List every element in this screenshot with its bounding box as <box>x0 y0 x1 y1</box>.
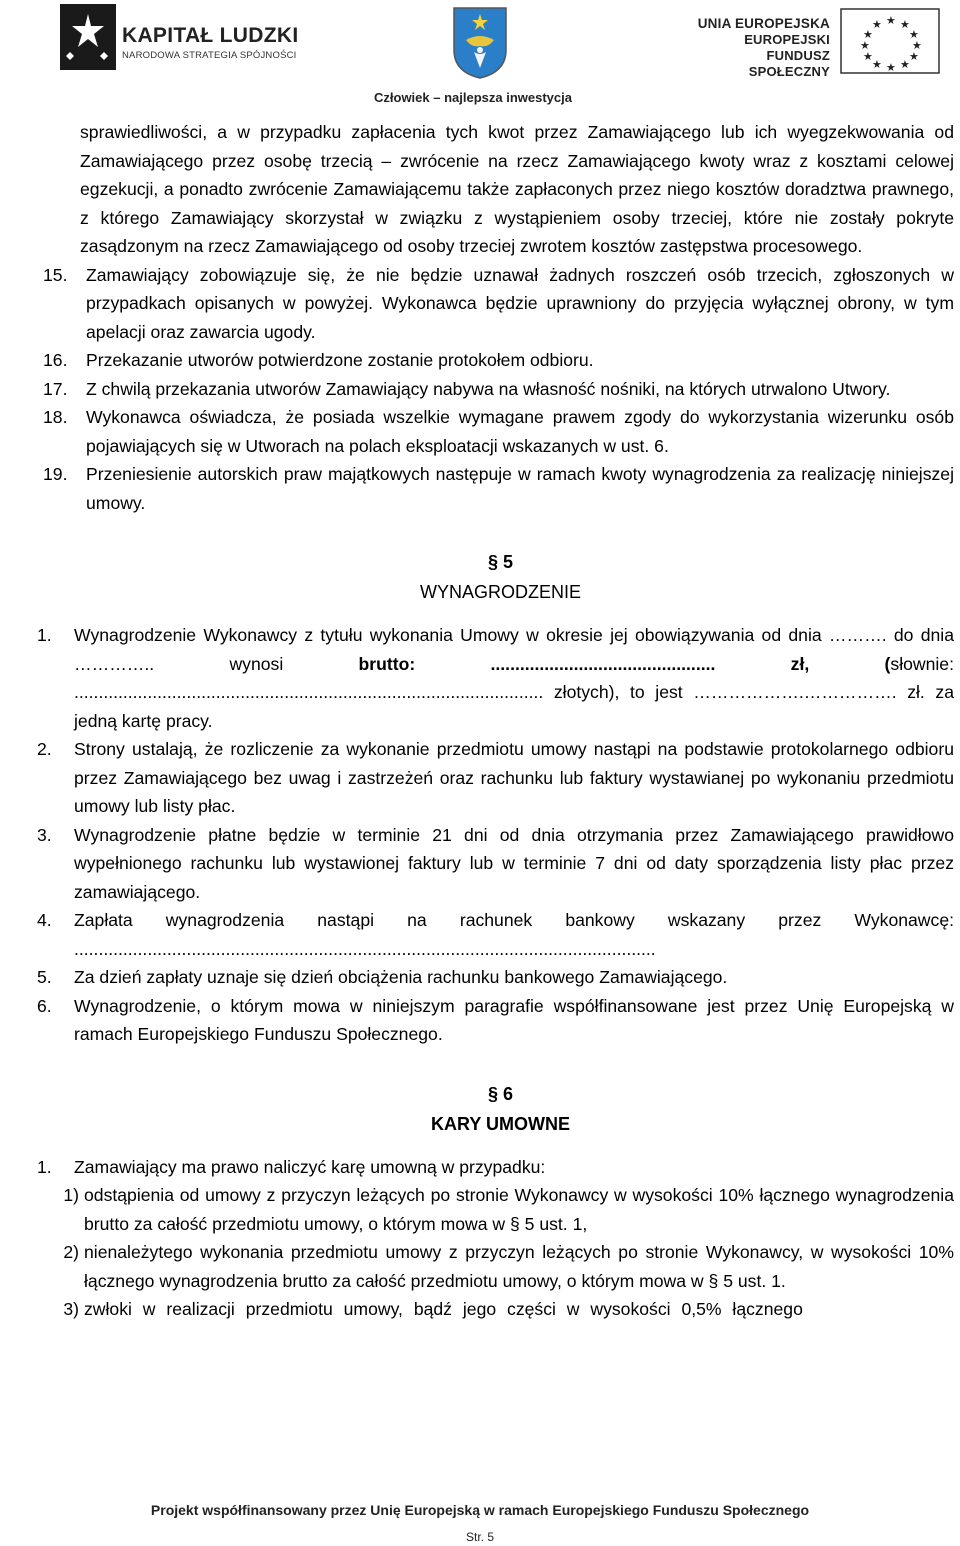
sub-number: 1) <box>63 1185 79 1205</box>
sub-number: 2) <box>63 1242 79 1262</box>
item-text: Wykonawca oświadcza, że posiada wszelkie wymagane prawem zgody do wykorzystania wizerunku osób pojawiających się w Utworach na polach eksploatacji wskazanych w ust. 6. <box>86 407 954 456</box>
item-number: 16. <box>43 350 68 370</box>
section5-item-4 <box>0 906 954 963</box>
kapital-ludzki-text <box>122 24 298 61</box>
section-title: WYNAGRODZENIE <box>419 582 581 602</box>
section5-item-2 <box>0 735 954 821</box>
item-number: 1. <box>37 1156 52 1177</box>
item-text: Wynagrodzenie płatne będzie w terminie 21 dni od dnia otrzymania przez Zamawiającego prawidłowo wypełnionego rachunku lub wystawionej faktury lub w terminie 7 dni od daty sporządzenia listy płac przez zamawiającego. <box>74 824 954 902</box>
item-number: 18. <box>43 407 68 427</box>
section6-item-1 <box>0 1153 954 1182</box>
motto: Człowiek – najlepsza inwestycja <box>374 90 572 105</box>
item-number: 17. <box>43 378 68 399</box>
document-body <box>37 118 954 1324</box>
list-item-16 <box>43 346 954 375</box>
section-5-heading <box>37 547 954 607</box>
item-number: 4. <box>37 910 52 930</box>
item-text: Za dzień zapłaty uznaje się dzień obciążenia rachunku bankowego Zamawiającego. <box>74 967 728 987</box>
item-text <box>74 621 954 735</box>
section-6-heading <box>37 1079 954 1139</box>
svg-text:★: ★ <box>860 39 870 52</box>
list-item-17 <box>43 375 954 404</box>
item-text: Zamawiający ma prawo naliczyć karę umowną w przypadku: <box>74 1156 546 1177</box>
item-number: 3. <box>37 824 52 845</box>
item-text: Przeniesienie autorskich praw majątkowych następuje w ramach kwoty wynagrodzenia za realizację niniejszej umowy. <box>86 464 954 513</box>
svg-text:★: ★ <box>886 14 896 27</box>
svg-text:★: ★ <box>900 18 910 31</box>
svg-text:★: ★ <box>900 58 910 71</box>
sub-number: 3) <box>63 1299 79 1319</box>
svg-text:★: ★ <box>909 28 919 41</box>
svg-text:★: ★ <box>872 58 882 71</box>
item1-text-a: Wynagrodzenie Wykonawcy z tytułu wykonania Umowy w okresie jej obowiązywania od dnia ………. do dnia ………….. wynosi <box>74 625 954 674</box>
svg-text:★: ★ <box>886 61 896 74</box>
item-number: 15. <box>43 264 68 285</box>
coat-of-arms-logo <box>452 6 508 85</box>
svg-text:★: ★ <box>863 50 873 63</box>
item-number: 5. <box>37 967 52 987</box>
kapital-ludzki-subtitle: NARODOWA STRATEGIA SPÓJNOŚCI <box>122 50 297 61</box>
sub-text: odstąpienia od umowy z przyczyn leżących po stronie Wykonawcy w wysokości 10% łącznego wynagrodzenia brutto za całość przedmiotu umowy, o którym mowa w § 5 ust. 1, <box>84 1185 954 1234</box>
item-number: 1. <box>37 625 52 645</box>
list-item-15 <box>43 261 954 347</box>
section5-item-3 <box>0 821 954 907</box>
kapital-ludzki-logo <box>60 4 116 75</box>
page-footer: Projekt współfinansowany przez Unię Europejską w ramach Europejskiego Funduszu Społecznego <box>150 1502 810 1518</box>
item-number: 19. <box>43 464 68 484</box>
list-item-19 <box>43 460 954 517</box>
svg-text:★: ★ <box>912 39 922 52</box>
section6-sub-1 <box>37 1181 954 1238</box>
section6-sub-3 <box>37 1295 954 1324</box>
item-number: 6. <box>37 995 52 1016</box>
section-title: KARY UMOWNE <box>431 1113 570 1134</box>
svg-text:★: ★ <box>872 18 882 31</box>
item-text: Zamawiający zobowiązuje się, że nie będzie uznawał żadnych roszczeń osób trzecich, zgłoszonych w przypadkach opisanych w powyżej. Wykonawca będzie uprawniony do przyjęcia wyłącznej obrony, w tym apelacji oraz zawarcia ugody. <box>86 264 954 342</box>
sub-text: nienależytego wykonania przedmiotu umowy z przyczyn leżących po stronie Wykonawcy, w wysokości 10% łącznego wynagrodzenia brutto za całość przedmiotu umowy, o którym mowa w § 5 ust. 1. <box>84 1242 954 1291</box>
ue-line-2: EUROPEJSKI <box>744 32 830 47</box>
page-header <box>0 0 960 110</box>
section5-item-5 <box>0 963 954 992</box>
item-text: Wynagrodzenie, o którym mowa w niniejszym paragrafie współfinansowane jest przez Unię Europejską w ramach Europejskiego Funduszu Społecznego. <box>74 995 954 1044</box>
item-number: 2. <box>37 739 52 759</box>
kapital-ludzki-title: KAPITAŁ LUDZKI <box>122 24 299 47</box>
list-item-18 <box>43 403 954 460</box>
page-number: Str. 5 <box>465 1530 494 1544</box>
item1-brutto: brutto: .............................................. zł, ( <box>358 653 891 674</box>
sub-text: zwłoki w realizacji przedmiotu umowy, bądź jego części w wysokości 0,5% łącznego <box>84 1299 803 1319</box>
section5-item-6 <box>0 992 954 1049</box>
section-symbol: § 6 <box>487 1083 514 1104</box>
section-symbol: § 5 <box>487 552 514 572</box>
item-text: Strony ustalają, że rozliczenie za wykonanie przedmiotu umowy nastąpi na podstawie protokolarnego odbioru przez Zamawiającego bez uwag i zastrzeżeń oraz rachunku lub faktury wystawianej po wykonaniu przedmiotu umowy lub listy płac. <box>74 739 954 816</box>
section6-sub-2 <box>37 1238 954 1295</box>
section5-item-1 <box>0 621 954 735</box>
item-text: Zapłata wynagrodzenia nastąpi na rachunek bankowy wskazany przez Wykonawcę: ....................................................................................................................... <box>74 910 954 959</box>
continuation-paragraph: sprawiedliwości, a w przypadku zapłacenia tych kwot przez Zamawiającego lub ich wyegzekwowania od Zamawiającego przez osobę trzecią – zwrócenie na rzecz Zamawiającego kwoty wraz z kosztami celowej egzekucji, a ponadto zwrócenie Zamawiającemu także zapłaconych przez niego kosztów doradztwa prawnego, z którego Zamawiający skorzystał w związku z wystąpieniem osoby trzeciej, które nie zostały pokryte zasądzonym na rzecz Zamawiającego od osoby trzeciej zwrotem kosztów zastępstwa procesowego. <box>80 122 954 256</box>
svg-text:★: ★ <box>863 28 873 41</box>
ue-text <box>694 16 830 80</box>
eu-flag-icon <box>840 8 940 79</box>
item-text: Przekazanie utworów potwierdzone zostanie protokołem odbioru. <box>86 350 594 370</box>
item1-slownie: słownie: ................................................................................................ złotych), to jest ……………….……………. zł. za jedną kartę pracy. <box>74 653 954 731</box>
item-text: Z chwilą przekazania utworów Zamawiający nabywa na własność nośniki, na których utrwalono Utwory. <box>86 378 891 399</box>
ue-line-1: UNIA EUROPEJSKA <box>697 16 830 31</box>
ue-line-3: FUNDUSZ SPOŁECZNY <box>748 48 830 79</box>
svg-text:★: ★ <box>909 50 919 63</box>
